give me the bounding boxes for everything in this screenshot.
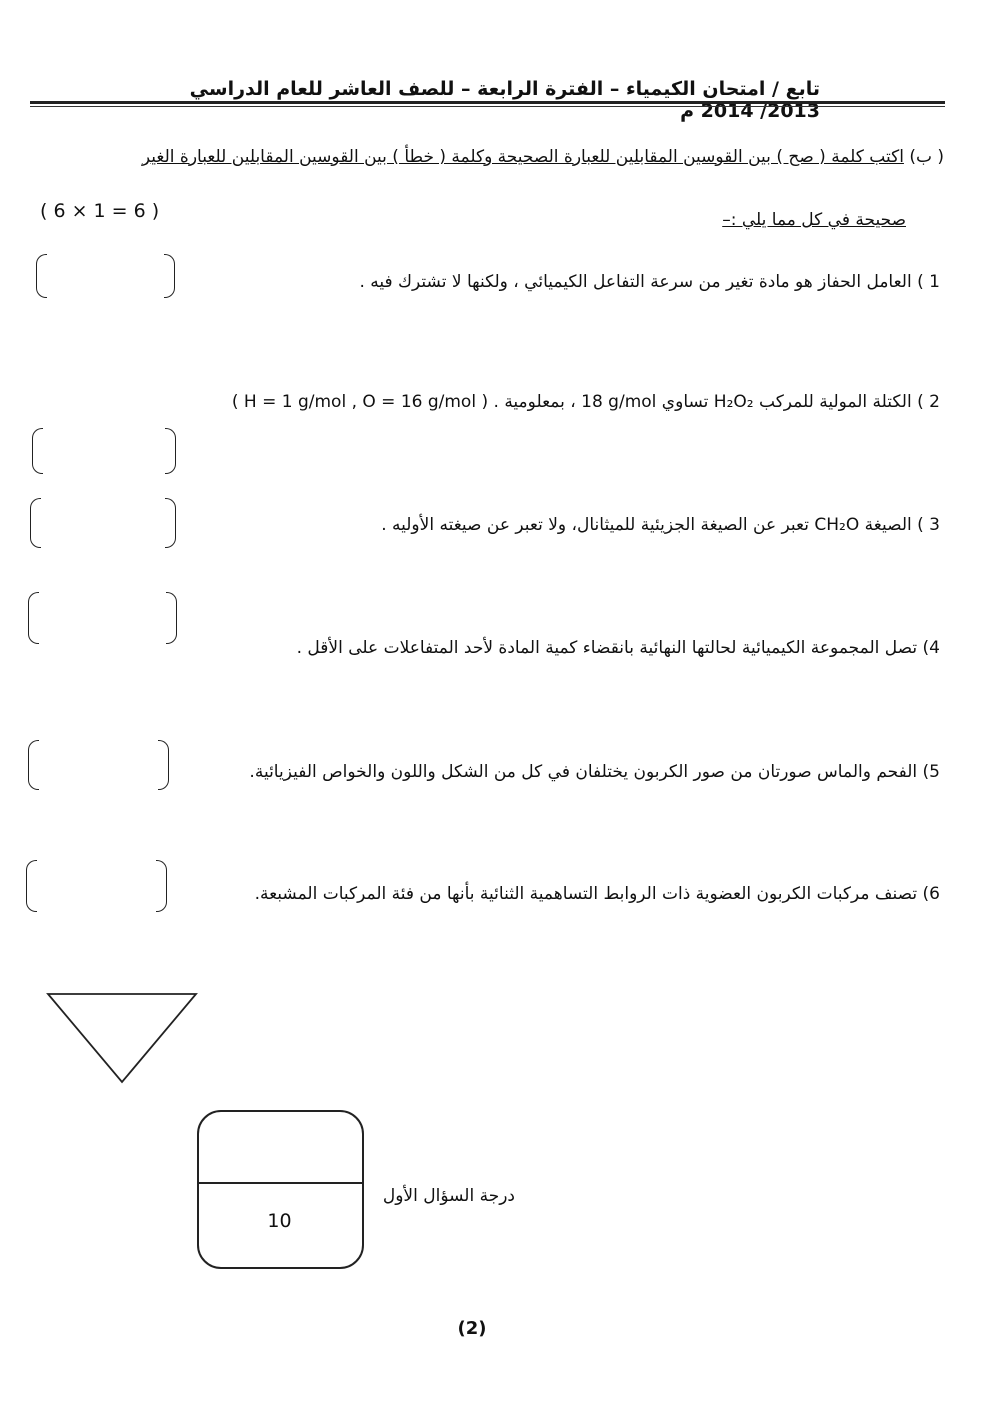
- statement-text: الصيغة: [864, 515, 912, 535]
- answer-slot-1[interactable]: [50, 254, 162, 298]
- statement-text: الكتلة المولية للمركب: [759, 392, 912, 412]
- statement-number: 6): [922, 884, 940, 904]
- statement-number: 1 ): [917, 272, 940, 292]
- answer-slot-5[interactable]: [42, 740, 156, 790]
- statement-1: [359, 272, 940, 292]
- score-formula: ( 6 × 1 = 6 ): [40, 200, 160, 222]
- statement-number: 3 ): [917, 515, 940, 535]
- statement-text: تعبر عن الصيغة الجزيئية للميثانال، ولا تعبر عن صيغته الأوليه .: [381, 515, 809, 535]
- chemical-formula: CH₂O: [814, 515, 860, 535]
- answer-bracket-right: [166, 592, 177, 644]
- statement-6: [255, 884, 940, 904]
- statement-text: العامل الحفاز هو مادة تغير من سرعة التفاعل الكيميائي ، ولكنها لا تشترك فيه .: [359, 272, 912, 292]
- statement-5: [249, 762, 940, 782]
- answer-bracket-right: [158, 740, 169, 790]
- statement-number: 4): [922, 638, 940, 658]
- grade-input-area[interactable]: [199, 1112, 360, 1180]
- answer-slot-6[interactable]: [40, 860, 154, 912]
- answer-bracket-left: [26, 860, 37, 912]
- instruction-line-2: صحيحة في كل مما يلي :–: [722, 210, 906, 230]
- answer-bracket-right: [165, 428, 176, 474]
- statement-2: [232, 392, 940, 412]
- answer-bracket-right: [164, 254, 175, 298]
- molar-mass-value: 18 g/mol: [581, 392, 657, 412]
- statement-text: تصل المجموعة الكيميائية لحالتها النهائية بانقضاء كمية المادة لأحد المتفاعلات على الأقل .: [296, 638, 918, 658]
- header-rule-thin: [30, 106, 945, 107]
- answer-slot-4[interactable]: [42, 592, 164, 644]
- answer-bracket-left: [28, 740, 39, 790]
- statement-number: 2 ): [917, 392, 940, 412]
- instruction-line-1: اكتب كلمة ( صح ) بين القوسين المقابلين للعبارة الصحيحة وكلمة ( خطأ ) بين القوسين المقابلين للعبارة الغير: [141, 147, 904, 167]
- answer-bracket-right: [156, 860, 167, 912]
- triangle-down-icon: [46, 990, 200, 1086]
- statement-text: الفحم والماس صورتان من صور الكربون يختلفان في كل من الشكل واللون والخواص الفيزيائية.: [249, 762, 918, 782]
- answer-slot-3[interactable]: [44, 498, 163, 548]
- grade-max-score: 10: [267, 1210, 292, 1232]
- header-rule-thick: [30, 101, 945, 104]
- statement-text: تصنف مركبات الكربون العضوية ذات الروابط التساهمية الثنائية بأنها من فئة المركبات المشبعة.: [254, 884, 918, 904]
- statement-number: 5): [922, 762, 940, 782]
- chemical-formula: H₂O₂: [713, 392, 754, 412]
- statement-3: [381, 515, 940, 535]
- grade-box-divider: [197, 1182, 362, 1184]
- section-b-instruction: [142, 147, 944, 167]
- answer-bracket-left: [28, 592, 39, 644]
- answer-bracket-left: [32, 428, 43, 474]
- section-b-label: ( ب): [903, 147, 944, 167]
- given-data: ( H = 1 g/mol , O = 16 g/mol ) .: [231, 392, 499, 412]
- answer-bracket-left: [36, 254, 47, 298]
- statement-text: تساوي: [661, 392, 709, 412]
- answer-bracket-left: [30, 498, 41, 548]
- answer-slot-2[interactable]: [46, 428, 163, 474]
- exam-header-title: تابع / امتحان الكيمياء – الفترة الرابعة – للصف العاشر للعام الدراسي 2013/ 2014 م: [189, 78, 820, 122]
- statement-4: [297, 638, 940, 658]
- answer-bracket-right: [165, 498, 176, 548]
- statement-text: ، بمعلومية: [504, 392, 576, 412]
- grade-label: درجة السؤال الأول: [382, 1186, 515, 1206]
- page-number: (2): [457, 1318, 487, 1339]
